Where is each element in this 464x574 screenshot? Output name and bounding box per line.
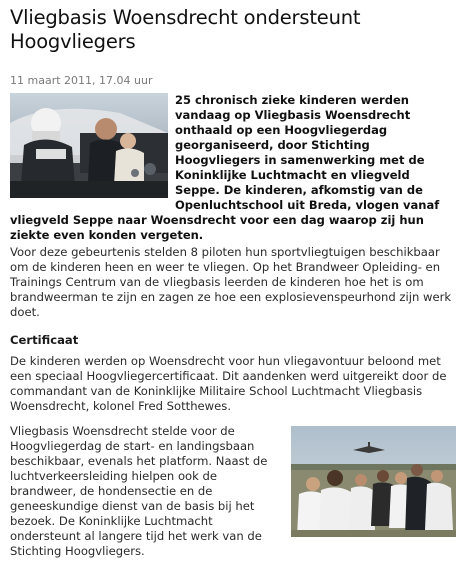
paragraph-line: om de kinderen heen en weer te vliegen. Op het Brandweer Opleiding- en xyxy=(10,260,441,274)
paragraph-line: De kinderen werden op Woensdrecht voor hun vliegavontuur beloond met xyxy=(10,354,441,368)
paragraph-line: luchtverkeersleiding hielpen ook de xyxy=(10,469,218,483)
article-title xyxy=(10,6,456,54)
lead-line: Seppe. De kinderen, afkomstig van de xyxy=(175,183,423,197)
lead-paragraph xyxy=(10,93,456,243)
children-group-photo-image xyxy=(291,426,456,537)
paragraph-line: bezoek. De Koninklijke Luchtmacht xyxy=(10,514,213,528)
article xyxy=(10,0,456,574)
paragraph-line: Voor deze gebeurtenis stelden 8 piloten hun sportvliegtuigen beschikbaar xyxy=(10,245,440,259)
paragraph-line: brandweer, de hondensectie en de xyxy=(10,484,213,498)
lead-section xyxy=(10,93,456,242)
lead-line: vandaag op Vliegbasis Woensdrecht xyxy=(175,108,411,122)
lead-line: georganiseerd, door Stichting xyxy=(175,138,370,152)
paragraph-line: ondersteunt al langere tijd het werk van de xyxy=(10,529,262,543)
paragraph-line: Hoogvliegerdag de start- en landingsbaan xyxy=(10,439,255,453)
paragraph-support xyxy=(10,424,280,559)
last-section xyxy=(10,424,456,574)
lead-line: ziekte even konden vergeten. xyxy=(10,228,204,242)
lead-line: 25 chronisch zieke kinderen werden xyxy=(175,93,409,107)
article-date: 11 maart 2011, 17.04 uur xyxy=(10,74,153,87)
paragraph-line: brandweerman te zijn en zagen ze hoe een explosievenspeurhond zijn werk xyxy=(10,290,452,304)
paragraph-line: Vliegbasis Woensdrecht stelde voor de xyxy=(10,424,235,438)
lead-line: Openluchtschool uit Breda, vlogen vanaf xyxy=(175,198,440,212)
paragraph-line: Trainings Centrum van de vliegbasis leerden de kinderen hoe het is om xyxy=(10,275,424,289)
paragraph-line: commandant van de Koninklijke Militaire School Luchtmacht Vliegbasis xyxy=(10,384,423,398)
paragraph-line: geneeskundige dienst van de basis bij het xyxy=(10,499,255,513)
paragraph-certificate xyxy=(10,354,456,414)
paragraph-line: Woensdrecht, kolonel Fred Sotthewes. xyxy=(10,399,232,413)
subheading-certificaat: Certificaat xyxy=(10,333,79,347)
title-line: Vliegbasis Woensdrecht ondersteunt xyxy=(10,6,361,29)
title-line: Hoogvliegers xyxy=(10,30,136,53)
paragraph-pilots xyxy=(10,245,456,320)
paragraph-line: doet. xyxy=(10,305,40,319)
lead-line: Hoogvliegers in samenwerking met de xyxy=(175,153,425,167)
lead-line: vliegveld Seppe naar Woensdrecht voor een dag waarop zij hun xyxy=(10,213,424,227)
paragraph-line: een speciaal Hoogvliegercertificaat. Dit aandenken werd uitgereikt door de xyxy=(10,369,447,383)
paragraph-line: Stichting Hoogvliegers. xyxy=(10,544,145,558)
lead-line: Koninklijke Luchtmacht en vliegveld xyxy=(175,168,410,182)
paragraph-line: beschikbaar, evenals het platform. Naast de xyxy=(10,454,268,468)
children-group-photo xyxy=(291,426,456,537)
lead-line: onthaald op een Hoogvliegerdag xyxy=(175,123,388,137)
